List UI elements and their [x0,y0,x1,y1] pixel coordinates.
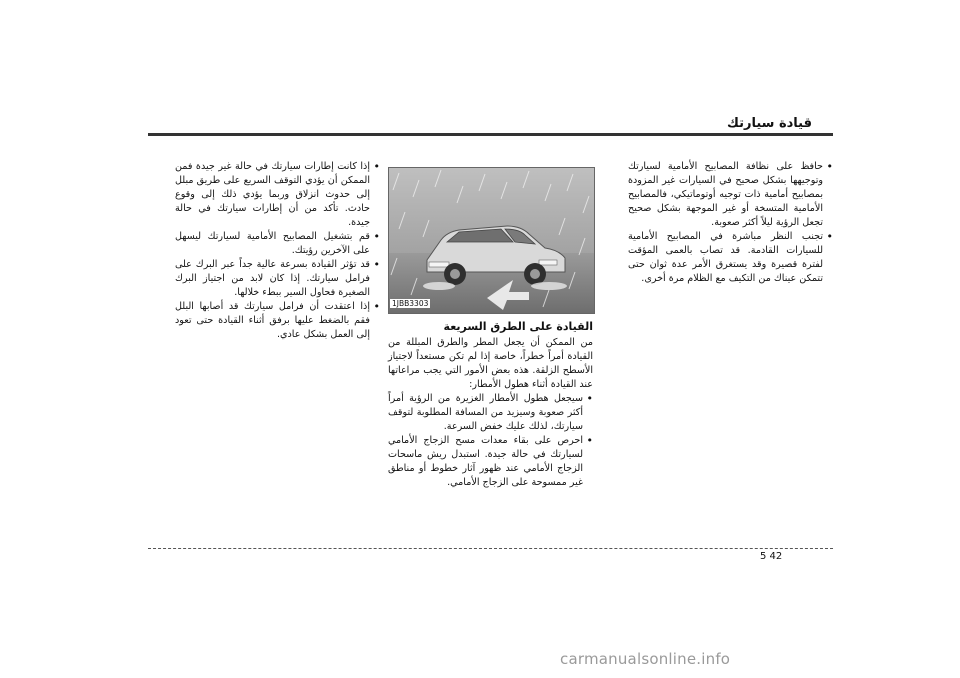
rain-driving-illustration [388,167,595,314]
right-bullet-1: • حافظ على نظافة المصابيح الأمامية لسيارتك وتوجيهها بشكل صحيح في السيارات غير المزودة بمصابيح أمامية ذات توجيه أوتوماتيكي، فالمصابيح الأمامية المتسخة أو غير الموجهة بشكل صحيح تجعل الرؤية ليلاً أكثر صعوبة. [628,160,833,230]
left-bullet-1: • إذا كانت إطارات سيارتك في حالة غير جيدة فمن الممكن أن يؤدي التوقف السريع على طريق مبلل إلى حدوث انزلاق وربما يؤدي ذلك إلى وقوع حادث. تأكد من أن إطارات سيارتك في حالة جيدة. [175,160,380,230]
left-bullet-2: • قم بتشغيل المصابيح الأمامية لسيارتك ليسهل على الآخرين رؤيتك. [175,230,380,258]
left-bullet-4: • إذا اعتقدت أن فرامل سيارتك قد أصابها البلل فقم بالضغط عليها برفق أثناء القيادة حتى تعود إلى العمل بشكل عادي. [175,300,380,342]
section-intro: من الممكن أن يجعل المطر والطرق المبللة من القيادة أمراً خطراً، خاصة إذا لم تكن مستعداً لاجتياز الأسطح الزلقة. هذه بعض الأمور التي يجب مراعاتها عند القيادة أثناء هطول الأمطار: [388,337,593,390]
page-number: 5 42 [760,551,783,562]
right-bullet-2: • تجنب النظر مباشرة في المصابيح الأمامية للسيارات القادمة. قد تصاب بالعمى المؤقت لفترة قصيرة وقد يستغرق الأمر عدة ثوان حتى تتمكن عيناك من التكيف مع الظلام مرة أخرى. [628,230,833,286]
header-rule [148,133,833,136]
figure-code-label: 1JBB3303 [392,299,429,308]
watermark-text: carmanualsonline.info [560,650,731,668]
footer-rule [148,548,833,549]
left-column [175,160,380,342]
section-heading: القيادة على الطرق السريعة [443,320,593,333]
middle-bullet-2: • احرص على بقاء معدات مسح الزجاج الأمامي لسيارتك في حالة جيدة. استبدل ريش ماسحات الزجاج الأمامي عند ظهور آثار خطوط أو مناطق غير ممسوحة على الزجاج الأمامي. [388,434,593,490]
middle-column [388,320,593,490]
middle-bullet-1: • سيجعل هطول الأمطار الغزيرة من الرؤية أمراً أكثر صعوبة وسيزيد من المسافة المطلوبة لتوقف سيارتك، لذلك عليك خفض السرعة. [388,392,593,434]
page-header-title: قيادة سيارتك [726,116,812,131]
left-bullet-3: • قد تؤثر القيادة بسرعة عالية جداً عبر البرك على فرامل سيارتك. إذا كان لابد من اجتياز البرك الصغيرة فحاول السير ببطء خلالها. [175,258,380,300]
right-column [628,160,833,286]
